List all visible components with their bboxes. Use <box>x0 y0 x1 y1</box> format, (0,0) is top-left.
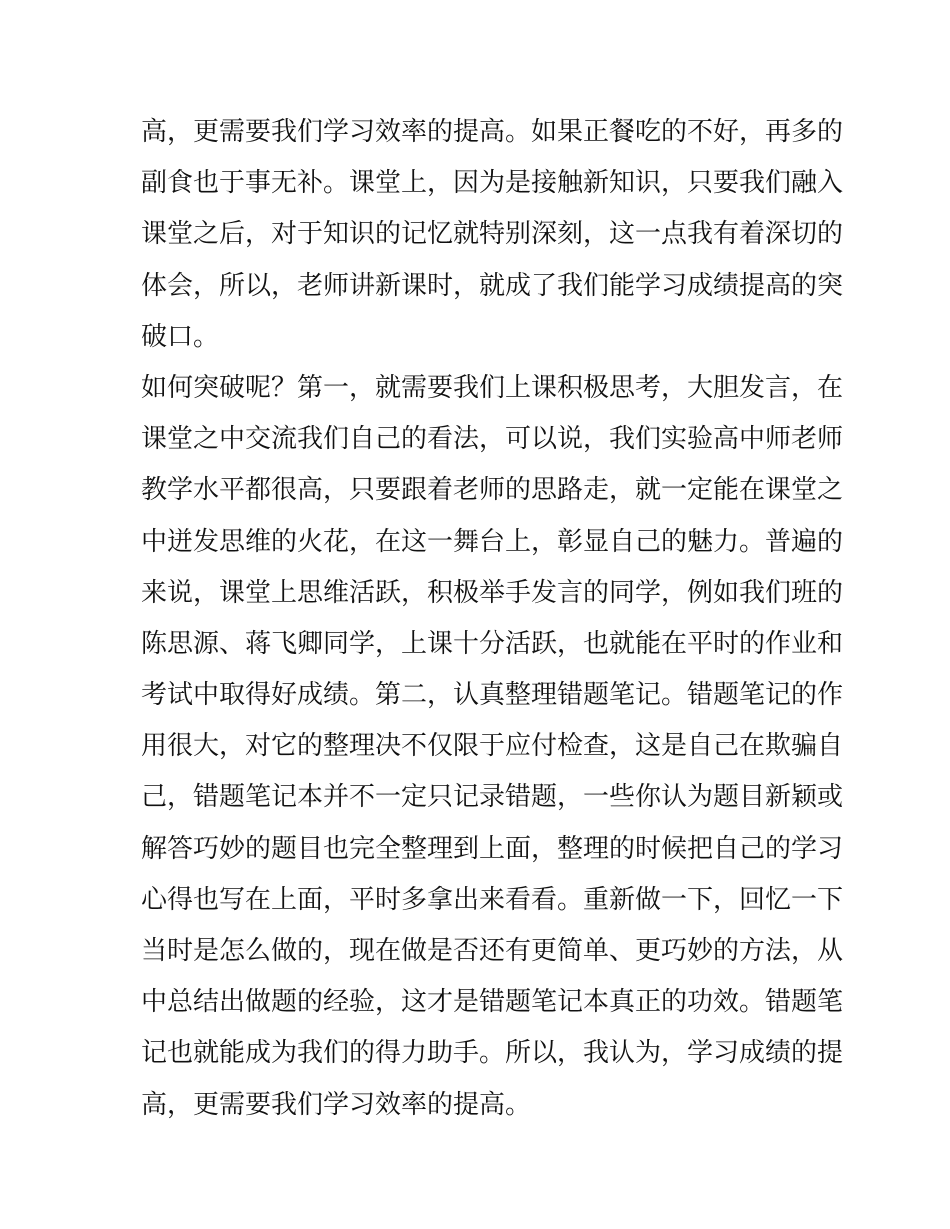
text-line: 考试中取得好成绩。第二，认真整理错题笔记。错题笔记的作 <box>141 680 844 711</box>
text-line: 用很大，对它的整理决不仅限于应付检查，这是自己在欺骗自 <box>141 731 844 762</box>
text-line: 记也就能成为我们的得力助手。所以，我认为，学习成绩的提 <box>141 1038 844 1069</box>
text-line: 如何突破呢？第一，就需要我们上课积极思考，大胆发言，在 <box>141 372 844 403</box>
text-line: 体会，所以，老师讲新课时，就成了我们能学习成绩提高的突 <box>141 270 844 301</box>
text-line: 高，更需要我们学习效率的提高。 <box>141 1089 532 1120</box>
text-line: 陈思源、蒋飞卿同学，上课十分活跃，也就能在平时的作业和 <box>141 628 844 659</box>
text-line: 高，更需要我们学习效率的提高。如果正餐吃的不好，再多的 <box>141 117 844 147</box>
text-line: 心得也写在上面，平时多拿出来看看。重新做一下，回忆一下 <box>141 884 844 915</box>
text-line: 解答巧妙的题目也完全整理到上面，整理的时候把自己的学习 <box>141 833 844 864</box>
text-line: 当时是怎么做的，现在做是否还有更简单、更巧妙的方法，从 <box>141 936 844 966</box>
text-line: 教学水平都很高，只要跟着老师的思路走，就一定能在课堂之 <box>141 475 844 506</box>
text-line: 中总结出做题的经验，这才是错题笔记本真正的功效。错题笔 <box>141 987 844 1018</box>
text-line: 课堂之后，对于知识的记忆就特别深刻，这一点我有着深切的 <box>141 219 844 250</box>
text-line: 副食也于事无补。课堂上，因为是接触新知识，只要我们融入 <box>141 168 844 199</box>
text-line: 来说，课堂上思维活跃，积极举手发言的同学，例如我们班的 <box>141 577 844 608</box>
text-line: 破口。 <box>141 321 220 352</box>
text-line: 课堂之中交流我们自己的看法，可以说，我们实验高中师老师 <box>141 424 844 455</box>
text-line: 己，错题笔记本并不一定只记录错题，一些你认为题目新颖或 <box>141 782 844 813</box>
text-line: 中迸发思维的火花，在这一舞台上，彰显自己的魅力。普遍的 <box>141 526 844 557</box>
body-text <box>141 107 844 1131</box>
